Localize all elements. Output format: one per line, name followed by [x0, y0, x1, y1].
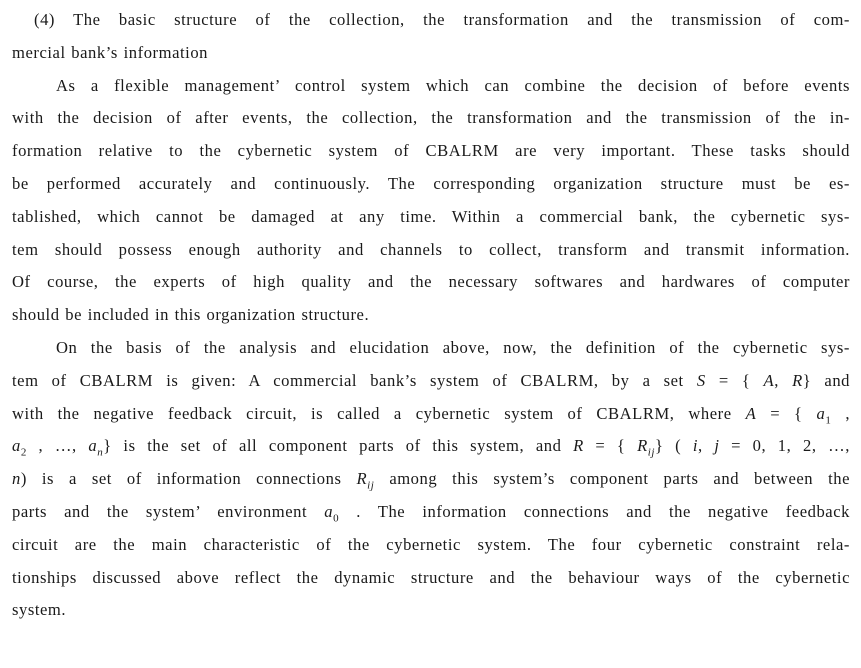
- text-run: , …,: [38, 436, 89, 456]
- text-run: = {: [595, 436, 626, 456]
- text-line: On the basis of the analysis and elucidation above, now, the definition of the cybernetic sys-: [56, 337, 850, 357]
- text-line: tionships discussed above reflect the dynamic structure and the behaviour ways of the cybernetic: [12, 567, 850, 587]
- math-symbol: R: [637, 436, 648, 456]
- text-run: = {: [718, 370, 751, 390]
- math-subscript: 0: [333, 512, 340, 525]
- text-run: ,: [845, 403, 851, 423]
- math-symbol: a: [88, 436, 98, 456]
- text-line: be performed accurately and continuously. The corresponding organization structure must be es-: [12, 173, 850, 193]
- text-run: = {: [770, 403, 803, 423]
- text-line: Of course, the experts of high quality and the necessary softwares and hardwares of computer: [12, 272, 850, 292]
- math-subscript: 1: [825, 413, 832, 426]
- heading-line: mercial bank’s information: [12, 42, 209, 62]
- text-run: = 0, 1, 2, …,: [731, 436, 850, 456]
- text-run: ,: [697, 436, 703, 456]
- text-line: with the decision of after events, the collection, the transformation and the transmission of the in-: [12, 108, 850, 128]
- math-symbol: S: [696, 370, 706, 390]
- math-subscript: 2: [20, 446, 27, 459]
- text-run: } (: [654, 436, 682, 456]
- math-symbol: a: [12, 436, 21, 456]
- text-run: parts and the system’ environment: [12, 501, 308, 521]
- math-symbol: i: [692, 436, 698, 456]
- text-line: tem should possess enough authority and channels to collect, transform and transmit information.: [12, 239, 850, 259]
- text-line: [12, 365, 850, 398]
- text-run: ,: [774, 370, 779, 390]
- text-line: As a flexible management’ control system which can combine the decision of before events: [56, 75, 850, 95]
- math-symbol: A: [745, 403, 757, 423]
- math-symbol: R: [792, 370, 803, 390]
- math-symbol: j: [714, 436, 720, 456]
- text-line: tablished, which cannot be damaged at any time. Within a commercial bank, the cybernetic sys-: [12, 206, 850, 226]
- math-symbol: a: [324, 501, 334, 521]
- document-body: [12, 4, 850, 627]
- math-symbol: A: [763, 370, 775, 390]
- text-line: system.: [12, 600, 67, 620]
- text-run: ) is a set of information connections: [20, 469, 342, 489]
- math-symbol: n: [12, 469, 21, 489]
- paragraph-definition: [12, 332, 850, 627]
- text-line: [12, 496, 850, 529]
- math-subscript: n: [97, 446, 104, 459]
- text-line: [12, 463, 850, 496]
- text-run: with the negative feedback circuit, is called a cybernetic system of CBALRM, where: [12, 403, 732, 423]
- text-line: circuit are the main characteristic of the cybernetic system. The four cybernetic constraint rela-: [12, 534, 850, 554]
- heading-line: (4) The basic structure of the collection, the transformation and the transmission of com-: [34, 10, 850, 29]
- paragraph-collection-requirements: [12, 70, 850, 332]
- text-run: } is the set of all component parts of this system, and: [103, 436, 562, 456]
- text-run: . The information connections and the negative feedback: [356, 501, 850, 521]
- math-subscript: ij: [647, 446, 655, 459]
- text-line: should be included in this organization structure.: [12, 305, 370, 325]
- math-symbol: a: [816, 403, 826, 423]
- math-symbol: R: [573, 436, 584, 456]
- math-subscript: ij: [367, 479, 375, 492]
- text-run: tem of CBALRM is given: A commercial bank’s system of CBALRM, by a set: [12, 370, 684, 390]
- text-line: formation relative to the cybernetic system of CBALRM are very important. These tasks should: [12, 141, 850, 161]
- section-heading: [12, 4, 850, 70]
- text-run: among this system’s component parts and between the: [389, 469, 851, 489]
- math-symbol: R: [356, 469, 368, 489]
- text-line: [12, 398, 850, 431]
- text-run: } and: [802, 370, 851, 390]
- text-line: [12, 430, 850, 463]
